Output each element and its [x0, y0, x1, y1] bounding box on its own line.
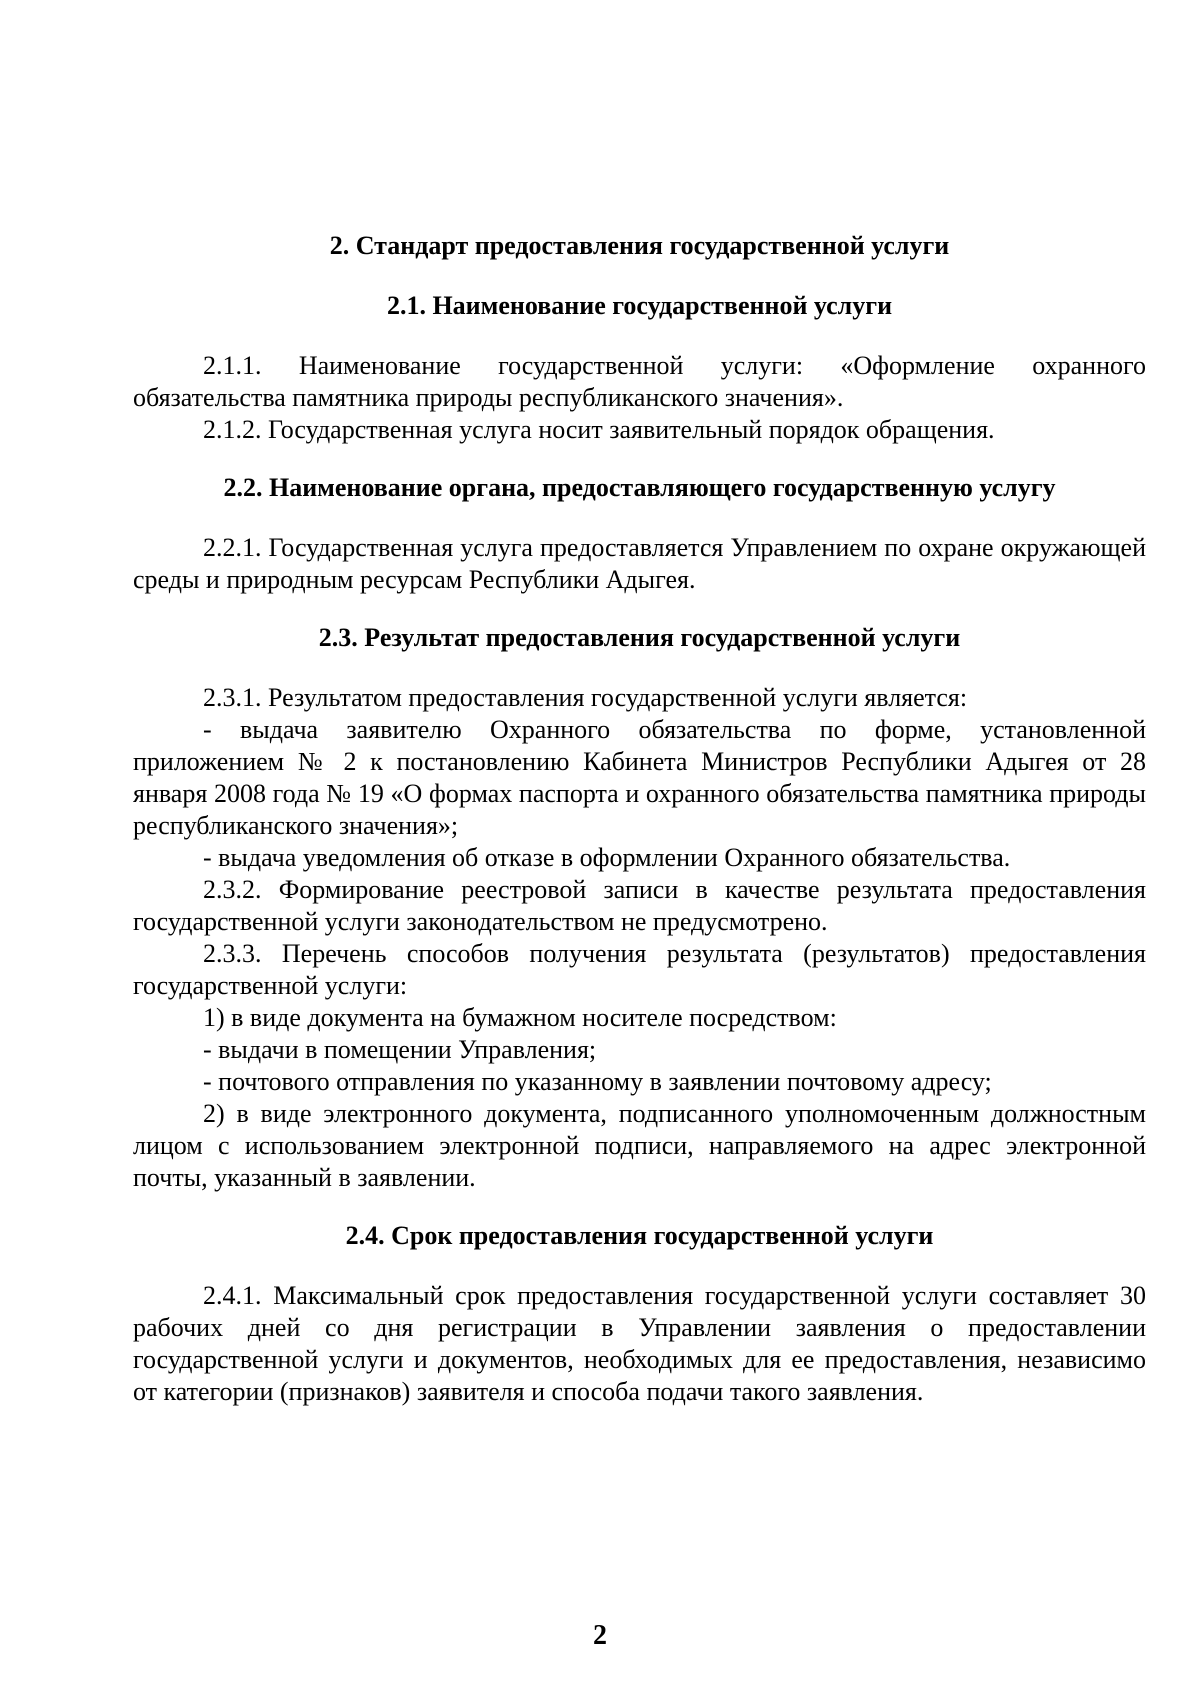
- paragraph-2-4-1: 2.4.1. Максимальный срок предоставления государственной услуги составляет 30 рабочих дней со дня регистрации в Управлении заявления о предоставлении государственной услуги и документов, необходимых для ее предоставления, независимо от категории (признаков) заявителя и способа подачи такого заявления.: [133, 1281, 1146, 1406]
- subsection-title-2-1: 2.1. Наименование государственной услуги: [386, 291, 893, 320]
- page-number: 2: [593, 1620, 607, 1651]
- paragraph-2-3-2: 2.3.2. Формирование реестровой записи в качестве результата предоставления государственной услуги законодательством не предусмотрено.: [133, 875, 1146, 936]
- list-item-issue-refusal: - выдача уведомления об отказе в оформлении Охранного обязательства.: [203, 843, 1011, 872]
- list-item-issue-obligation: - выдача заявителю Охранного обязательства по форме, установленной приложением № 2 к постановлению Кабинета Министров Республики Адыгея от 28 января 2008 года № 19 «О формах паспорта и охранного обязательства памятника природы республиканского значения»;: [133, 715, 1146, 840]
- list-item-postal-delivery: - почтового отправления по указанному в заявлении почтовому адресу;: [203, 1067, 992, 1096]
- subsection-body-2-4: [133, 1280, 1146, 1408]
- subsection-body-2-1: [133, 350, 1146, 446]
- section-title: 2. Стандарт предоставления государственной услуги: [329, 231, 950, 260]
- paragraph-2-3-1: 2.3.1. Результатом предоставления государственной услуги является:: [203, 683, 968, 712]
- paragraph-2-2-1: 2.2.1. Государственная услуга предоставляется Управлением по охране окружающей среды и природным ресурсам Республики Адыгея.: [133, 533, 1146, 594]
- paragraph-2-1-2: 2.1.2. Государственная услуга носит заявительный порядок обращения.: [203, 415, 995, 444]
- list-item-electronic-document: 2) в виде электронного документа, подписанного уполномоченным должностным лицом с использованием электронной подписи, направляемого на адрес электронной почты, указанный в заявлении.: [133, 1099, 1146, 1192]
- document-page: [133, 230, 1146, 1434]
- list-item-paper-document: 1) в виде документа на бумажном носителе посредством:: [203, 1003, 837, 1032]
- list-item-office-pickup: - выдачи в помещении Управления;: [203, 1035, 597, 1064]
- subsection-title-2-4: 2.4. Срок предоставления государственной услуги: [345, 1221, 934, 1250]
- subsection-title-2-3: 2.3. Результат предоставления государственной услуги: [318, 623, 961, 652]
- paragraph-2-1-1: 2.1.1. Наименование государственной услуги: «Оформление охранного обязательства памятника природы республиканского значения».: [133, 351, 1146, 412]
- paragraph-2-3-3: 2.3.3. Перечень способов получения результата (результатов) предоставления государственной услуги:: [133, 939, 1146, 1000]
- subsection-title-2-2: 2.2. Наименование органа, предоставляющего государственную услугу: [223, 473, 1056, 502]
- subsection-body-2-3: [133, 682, 1146, 1194]
- subsection-body-2-2: [133, 532, 1146, 596]
